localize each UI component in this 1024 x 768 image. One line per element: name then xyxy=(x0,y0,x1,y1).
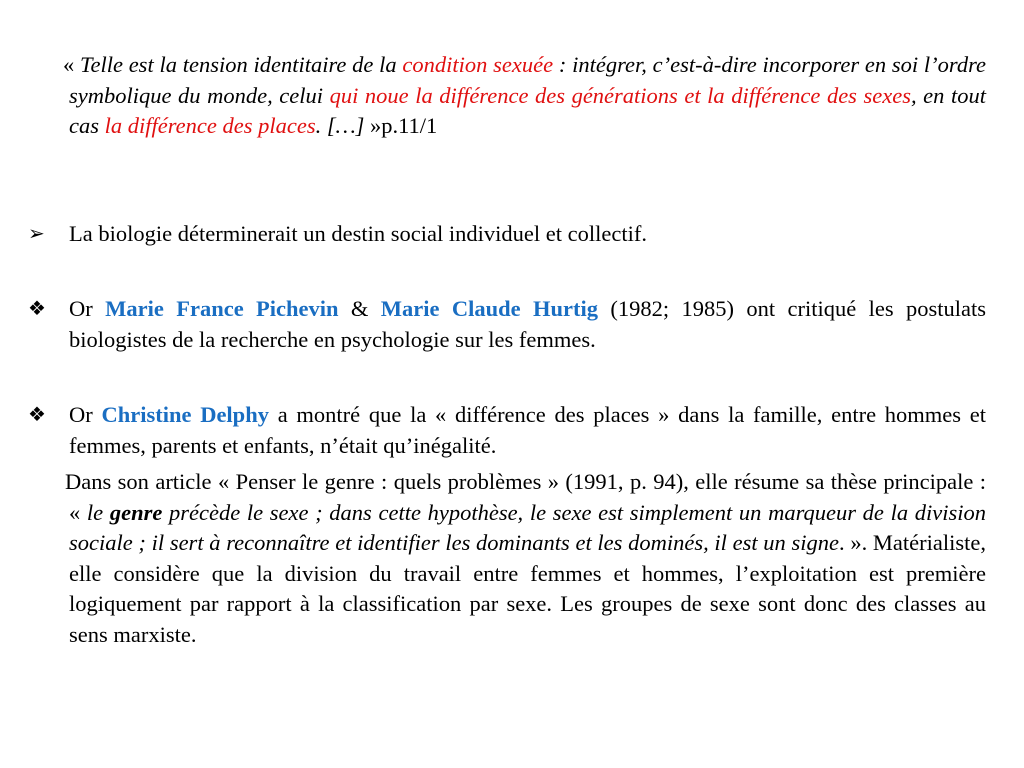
quote-highlight-places: la différence des places xyxy=(104,113,316,138)
quote-paragraph xyxy=(63,50,986,142)
para-bold-genre: genre xyxy=(109,499,163,525)
quote-open: « xyxy=(63,52,81,77)
bullet2-text-1: Or xyxy=(69,296,106,321)
author-delphy: Christine Delphy xyxy=(101,402,269,427)
quote-text-3: , en tout cas xyxy=(69,82,986,138)
quote-highlight-generations: qui noue la différence des générations et la différence des sexes xyxy=(329,82,911,108)
quote-text-1: Telle est la tension identitaire de la xyxy=(80,52,403,77)
para-text-1: Dans son article « Penser le genre : quels problèmes » (1991, p. 94), elle résume sa thèse principale : « xyxy=(65,469,986,525)
quote-text-4: . […] xyxy=(315,113,365,138)
para-italic-1: le xyxy=(86,499,110,525)
arrowhead-bullet-icon: ➢ xyxy=(28,223,45,245)
author-pichevin: Marie France Pichevin xyxy=(105,296,339,321)
author-hurtig: Marie Claude Hurtig xyxy=(380,296,599,321)
quote-reference: »p.11/1 xyxy=(364,113,438,138)
diamond-bullet-icon: ❖ xyxy=(28,404,46,426)
quote-highlight-condition: condition sexuée xyxy=(402,52,554,77)
bullet3-text-2: a montré que la « différence des places » dans la famille, entre hommes et femmes, parents et enfants, n’était qu’inégalité. xyxy=(69,402,987,458)
delphy-summary-paragraph xyxy=(65,467,986,650)
bullet-delphy xyxy=(69,400,986,461)
bullet-biology: La biologie déterminerait un destin social individuel et collectif. xyxy=(69,221,647,246)
para-italic-2: précède le sexe ; dans cette hypothèse, le sexe est simplement un marqueur de la division sociale ; il sert à reconnaître et identifier les dominants et les dominés, il est un signe xyxy=(69,499,986,555)
bullet3-text-1: Or xyxy=(69,402,102,427)
quote-text-2: : intégrer, c’est-à-dire incorporer en soi l’ordre symbolique du monde, celui xyxy=(69,52,986,108)
bullet2-text-2: & xyxy=(338,296,381,321)
bullet-pichevin-hurtig xyxy=(69,294,986,355)
bullet2-text-3: (1982; 1985) ont critiqué les postulats biologistes de la recherche en psychologie sur les femmes. xyxy=(69,296,986,352)
diamond-bullet-icon: ❖ xyxy=(28,298,46,320)
para-text-2: . ». Matérialiste, elle considère que la division du travail entre femmes et hommes, l’exploitation est première logiquement par rapport à la classification par sexe. Les groupes de sexe sont donc des classes au sens marxiste. xyxy=(69,530,986,647)
